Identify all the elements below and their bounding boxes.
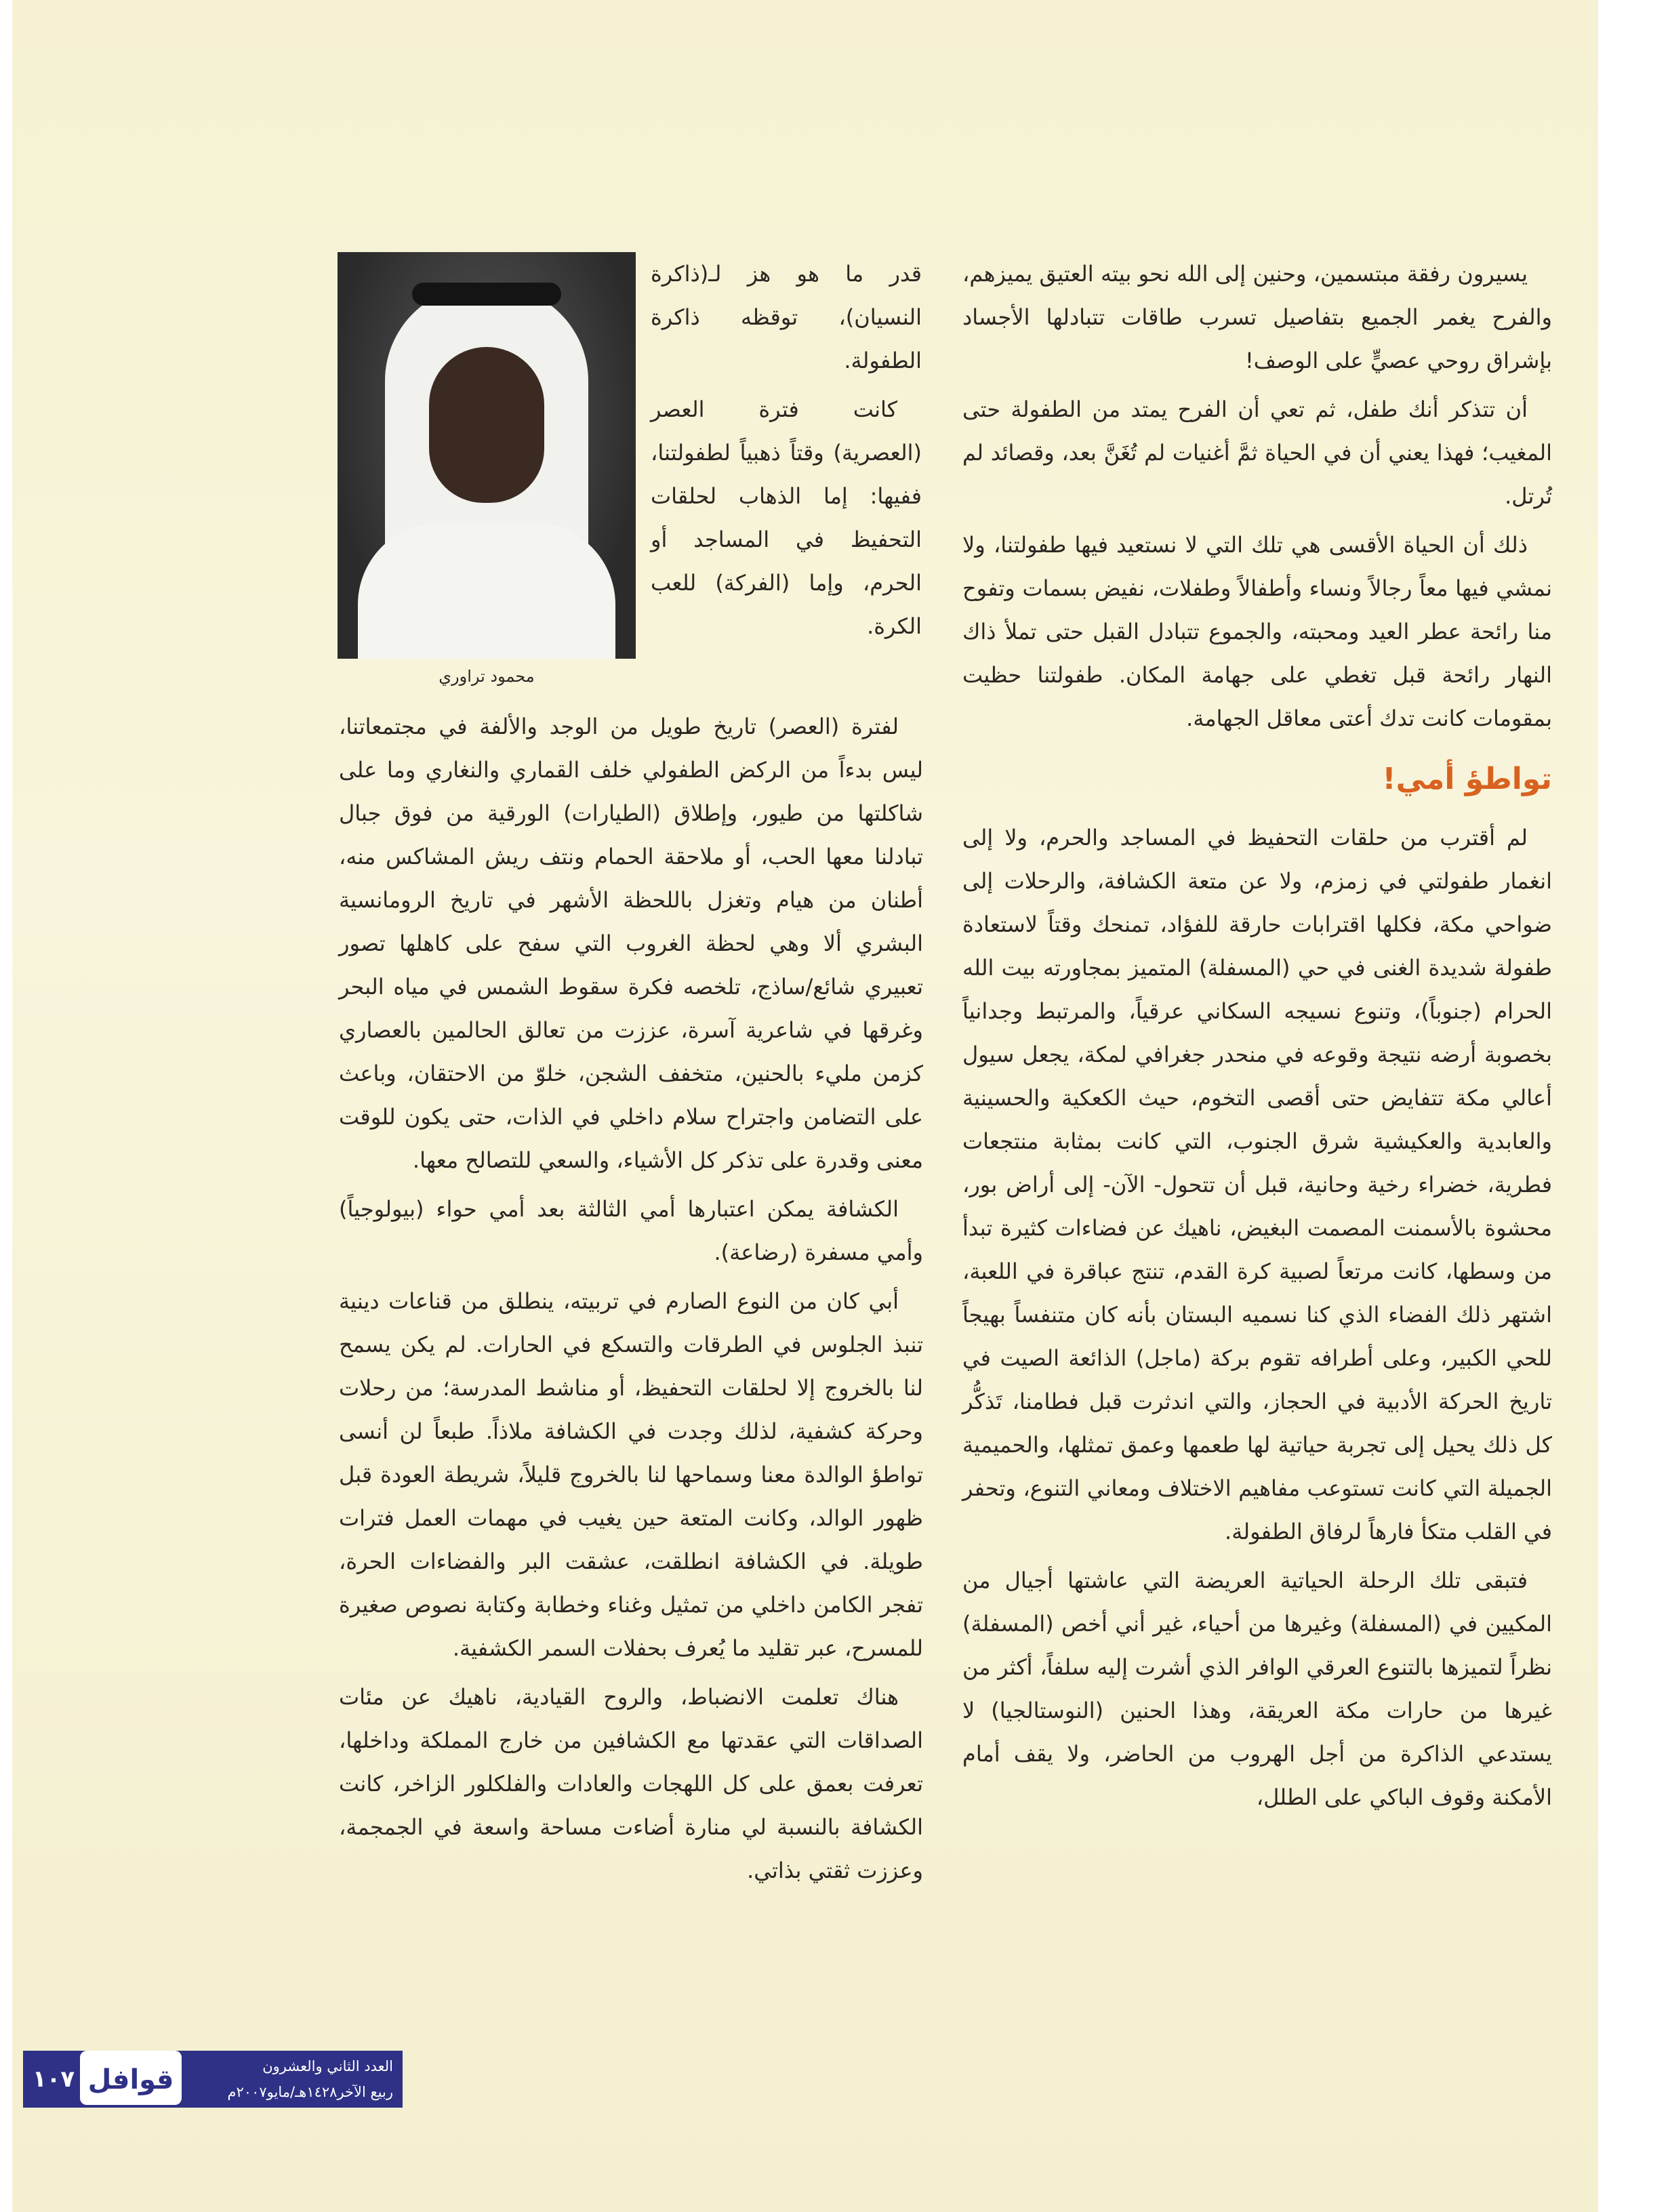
right-paragraph-4: لم أقترب من حلقات التحفيظ في المساجد والحرم، ولا إلى انغمار طفولتي في زمزم، ولا عن متعة الكشافة، والرحلات إلى ضواحي مكة، فكلها اقترابات حارقة للفؤاد، تمنحك وقتاً لاستعادة طفولة شديدة الغنى في حي (المسفلة) المتميز بمجاورته بيت الله الحرام (جنوباً)، وتنوع نسيجه السكاني عرقياً، والمرتبط وجدانياً بخصوبة أرضه نتيجة وقوعه في منحدر جغرافي لمكة، يجعل سيول أعالي مكة تتفايض حتى أقصى التخوم، حيث الكعكية والحسينية والعابدية والعكيشية شرق الجنوب، التي كانت بمثابة منتجعات فطرية، خضراء رخية وحانية، قبل أن تتحول- الآن- إلى أراض بور، محشوة بالأسمنت المصمت البغيض، ناهيك عن فضاءات كثيرة تبدأ من وسطها، كانت مرتعاً لصبية كرة القدم، تنتج عباقرة في اللعبة، اشتهر ذلك الفضاء الذي كنا نسميه البستان بأنه كان متنفساً بهيجاً للحي الكبير، وعلى أطرافه تقوم بركة (ماجل) الذائعة الصيت في تاريخ الحركة الأدبية في الحجاز، والتي اندثرت قبل فطامنا، تَذكُّر كل ذلك يحيل إلى تجربة حياتية لها طعمها وعمق تمثلها، والحميمية الجميلة التي كانت تستوعب مفاهيم الاختلاف ومعاني التنوع، وتحفر في القلب متكأ فارهاً لرفاق الطفولة. bbox=[962, 825, 1552, 1544]
photo-caption: محمود تراوري bbox=[439, 667, 535, 686]
left-paragraph-1: لفترة (العصر) تاريخ طويل من الوجد والألفة في مجتمعاتنا، ليس بدءاً من الركض الطفولي خلف القماري والنغاري وما على شاكلتها من طيور، وإطلاق (الطيارات) الورقية من فوق جبال تبادلنا معها الحب، أو ملاحقة الحمام ونتف ريش المشاكس منه، أطنان من هيام وتغزل باللحظة الأشهر في تاريخ الرومانسية البشري ألا وهي لحظة الغروب التي سفح على كاهلها تصور تعبيري شائع/ساذج، تلخصه فكرة سقوط الشمس في مياه البحر وغرقها في شاعرية آسرة، عززت من تعالق الحالمين بالعصاري كزمن مليء بالحنين، متخفف الشجن، خلوّ من الاحتقان، وباعث على التضامن واجتراح سلام داخلي في الذات، حتى يكون للوقت معنى وقدرة على تذكر كل الأشياء، والسعي للتصالح معها. bbox=[339, 714, 923, 1173]
face-shape bbox=[429, 347, 544, 503]
left-paragraph-4: هناك تعلمت الانضباط، والروح القيادية، ناهيك عن مئات الصداقات التي عقدتها مع الكشافين من خارج المملكة وداخلها، تعرفت بعمق على كل اللهجات والعادات والفلكلور الزاخر، كانت الكشافة بالنسبة لي منارة أضاءت مساحة واسعة في الجمجمة، وعززت ثقتي بذاتي. bbox=[339, 1684, 923, 1883]
magazine-logo bbox=[80, 2044, 182, 2112]
issue-date: ربيع الآخر١٤٢٨هـ/مايو٢٠٠٧م bbox=[227, 2084, 393, 2100]
issue-info bbox=[190, 2053, 393, 2105]
agal-shape bbox=[412, 283, 561, 306]
left-paragraph-3: أبي كان من النوع الصارم في تربيته، ينطلق من قناعات دينية تنبذ الجلوس في الطرقات والتسكع في الحارات. لم يكن يسمح لنا بالخروج إلا لحلقات التحفيظ، أو مناشط المدرسة؛ من رحلات وحركة كشفية، لذلك وجدت في الكشافة ملاذاً. طبعاً لن أنسى تواطؤ الوالدة معنا وسماحها لنا بالخروج قليلاً، شريطة العودة قبل ظهور الوالد، وكانت المتعة حين يغيب في مهمات العمل فترات طويلة. في الكشافة انطلقت، عشقت البر والفضاءات الحرة، تفجر الكامن داخلي من تمثيل وغناء وخطابة وكتابة نصوص صغيرة للمسرح، عبر تقليد ما يُعرف بحفلات السمر الكشفية. bbox=[339, 1288, 923, 1661]
left-paragraph-2: الكشافة يمكن اعتبارها أمي الثالثة بعد أمي حواء (بيولوجياً) وأمي مسفرة (رضاعة). bbox=[339, 1196, 923, 1265]
scan-margin bbox=[1598, 0, 1670, 2212]
page-number: ١٠٧ bbox=[32, 2066, 75, 2093]
issue-number: العدد الثاني والعشرون bbox=[262, 2058, 393, 2074]
left-top-paragraph-1: قدر ما هو هز لـ(ذاكرة النسيان)، توقظه ذاكرة الطفولة. bbox=[651, 261, 922, 373]
right-paragraph-5: فتبقى تلك الرحلة الحياتية العريضة التي عاشتها أجيال من المكيين في (المسفلة) وغيرها من أحياء، غير أني أخص (المسفلة) نظراً لتميزها بالتنوع العرقي الوافر الذي أشرت إليه سلفاً، أكثر من غيرها من حارات مكة العريقة، وهذا الحنين (النوستالجيا) لا يستدعي الذاكرة من أجل الهروب من الحاضر، ولا يقف أمام الأمكنة وقوف الباكي على الطلل، bbox=[962, 1568, 1552, 1810]
right-paragraph-3: ذلك أن الحياة الأقسى هي تلك التي لا نستعيد فيها طفولتنا، ولا نمشي فيها معاً رجالاً ونساء وأطفالاً وطفلات، نفيض بسمات وتفوح منا رائحة عطر العيد ومحبته، والجموع تتبادل القبل حتى تملأ ذاك النهار رائحة قبل تغطي على جهامة المكان. طفولتنا حظيت بمقومات كانت تدك أعتى معاقل الجهامة. bbox=[962, 532, 1552, 731]
left-column-top bbox=[651, 252, 922, 653]
section-heading: تواطؤ أمي! bbox=[1382, 762, 1552, 796]
right-paragraph-2: أن تتذكر أنك طفل، ثم تعي أن الفرح يمتد من الطفولة حتى المغيب؛ فهذا يعني أن في الحياة ثمَّ أغنيات لم تُغَنَّ بعد، وقصائد لم تُرتل. bbox=[962, 396, 1552, 509]
magazine-name: قوافل bbox=[87, 2064, 174, 2095]
author-photo bbox=[338, 252, 636, 659]
right-column bbox=[962, 252, 1552, 1824]
left-top-paragraph-2: كانت فترة العصر (العصرية) وقتاً ذهبياً لطفولتنا، ففيها: إما الذهاب لحلقات التحفيظ في المساجد أو الحرم، وإما (الفركة) للعب الكرة. bbox=[651, 396, 922, 639]
left-column-bottom bbox=[339, 705, 923, 1898]
thobe-shape bbox=[358, 523, 615, 659]
right-paragraph-1: يسيرون رفقة مبتسمين، وحنين إلى الله نحو بيته العتيق يميزهم، والفرح يغمر الجميع بتفاصيل تسرب طاقات تتبادلها الأجساد بإشراق روحي عصيٍّ على الوصف! bbox=[962, 261, 1552, 373]
